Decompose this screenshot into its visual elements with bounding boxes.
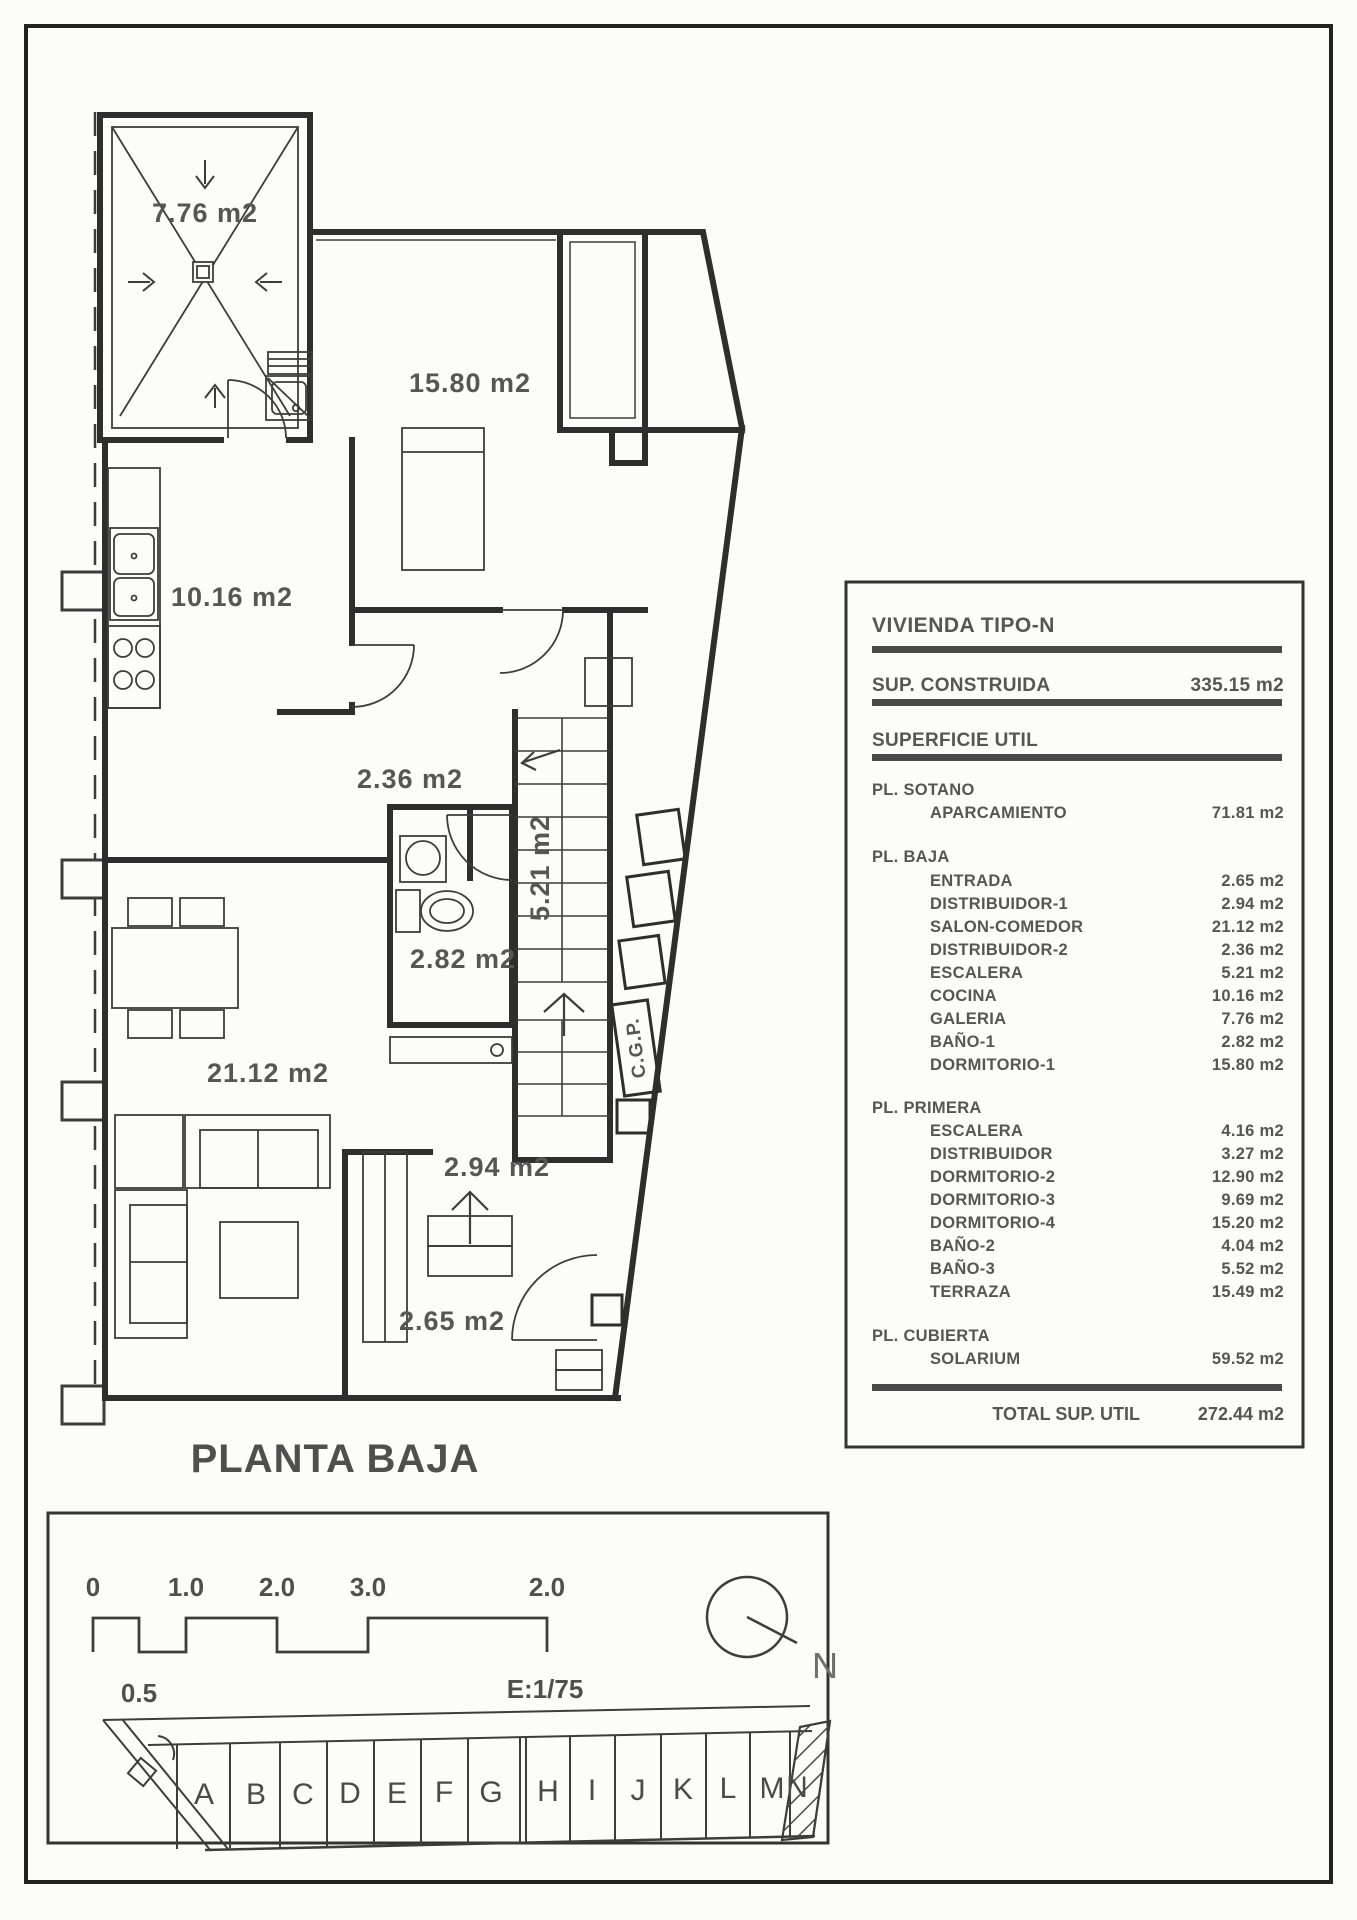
- usable-title: SUPERFICIE UTIL: [872, 730, 1039, 751]
- total-value: 272.44 m2: [1197, 1404, 1284, 1424]
- room-labels: [152, 198, 651, 1336]
- label-dormitorio1: 15.80 m2: [408, 368, 532, 398]
- row-value: 15.20 m2: [1211, 1214, 1284, 1232]
- row-label: TERRAZA: [930, 1283, 1011, 1301]
- row-label: DORMITORIO-3: [930, 1191, 1056, 1209]
- unit-cell: E: [386, 1777, 408, 1810]
- row-value: 2.82 m2: [1221, 1033, 1284, 1051]
- scale-tick: 3.0: [349, 1572, 387, 1602]
- row-value: 21.12 m2: [1211, 918, 1284, 936]
- row-value: 5.21 m2: [1221, 964, 1284, 982]
- legend-title: VIVIENDA TIPO-N: [872, 614, 1055, 637]
- unit-cell: D: [339, 1777, 361, 1810]
- laundry-sink: [266, 352, 312, 420]
- row-value: 71.81 m2: [1211, 804, 1284, 822]
- section-title: PL. PRIMERA: [872, 1099, 982, 1117]
- section-title: PL. CUBIERTA: [872, 1327, 990, 1345]
- row-value: 3.27 m2: [1221, 1145, 1284, 1163]
- floor-plan: [62, 112, 742, 1481]
- row-value: 12.90 m2: [1211, 1168, 1284, 1186]
- row-value: 59.52 m2: [1211, 1350, 1284, 1368]
- unit-cell: N: [786, 1771, 808, 1804]
- row-value: 10.16 m2: [1211, 987, 1284, 1005]
- row-label: DISTRIBUIDOR: [930, 1145, 1053, 1163]
- label-salon: 21.12 m2: [206, 1058, 330, 1088]
- key-box: [48, 1513, 838, 1851]
- row-value: 2.94 m2: [1221, 895, 1284, 913]
- entry-features: [363, 1152, 602, 1390]
- bed: [402, 428, 632, 706]
- label-cgp: C.G.P.: [622, 1016, 651, 1080]
- row-value: 5.52 m2: [1221, 1260, 1284, 1278]
- row-value: 4.04 m2: [1221, 1237, 1284, 1255]
- scale-half-tick: 0.5: [120, 1678, 158, 1708]
- scale-ratio: E:1/75: [506, 1674, 584, 1704]
- scale-bar: [86, 1572, 584, 1708]
- row-label: COCINA: [930, 987, 997, 1005]
- walls: [100, 115, 742, 1398]
- row-label: ESCALERA: [930, 964, 1024, 982]
- row-label: APARCAMIENTO: [930, 804, 1067, 822]
- unit-cell: H: [537, 1775, 559, 1808]
- unit-cell: G: [479, 1776, 503, 1809]
- row-value: 9.69 m2: [1221, 1191, 1284, 1209]
- row-label: DISTRIBUIDOR-1: [930, 895, 1069, 913]
- dining-set: [112, 898, 238, 1038]
- label-distribuidor2: 2.36 m2: [356, 764, 464, 794]
- unit-cell: L: [719, 1772, 737, 1805]
- scale-tick: 2.0: [528, 1572, 566, 1602]
- row-label: BAÑO-1: [930, 1033, 996, 1051]
- unit-cell: F: [434, 1776, 454, 1809]
- floor-title: PLANTA BAJA: [190, 1437, 480, 1481]
- row-value: 2.65 m2: [1221, 872, 1284, 890]
- section-title: PL. BAJA: [872, 848, 950, 866]
- label-cocina: 10.16 m2: [170, 582, 294, 612]
- bedroom-door: [500, 610, 563, 673]
- row-label: ESCALERA: [930, 1122, 1024, 1140]
- row-label: DISTRIBUIDOR-2: [930, 941, 1069, 959]
- section-title: PL. SOTANO: [872, 781, 975, 799]
- row-label: DORMITORIO-2: [930, 1168, 1056, 1186]
- unit-cell: M: [759, 1772, 785, 1805]
- row-label: SALON-COMEDOR: [930, 918, 1084, 936]
- row-label: ENTRADA: [930, 872, 1013, 890]
- scale-tick: 0: [85, 1572, 101, 1602]
- unit-cell: I: [587, 1774, 597, 1807]
- row-label: BAÑO-2: [930, 1237, 996, 1255]
- built-label: SUP. CONSTRUIDA: [872, 675, 1051, 696]
- legend-table: [846, 582, 1303, 1447]
- row-label: SOLARIUM: [930, 1350, 1021, 1368]
- row-label: DORMITORIO-1: [930, 1056, 1056, 1074]
- row-value: 7.76 m2: [1221, 1010, 1284, 1028]
- label-escalera: 5.21 m2: [525, 814, 555, 922]
- row-value: 4.16 m2: [1221, 1122, 1284, 1140]
- row-label: DORMITORIO-4: [930, 1214, 1056, 1232]
- north-label: N: [812, 1645, 838, 1686]
- north-indicator: [707, 1577, 838, 1686]
- scale-tick: 1.0: [167, 1572, 205, 1602]
- site-strip-letters: [194, 1771, 808, 1811]
- row-label: GALERIA: [930, 1010, 1007, 1028]
- label-entrada: 2.65 m2: [398, 1306, 506, 1336]
- label-galeria: 7.76 m2: [151, 198, 259, 228]
- total-label: TOTAL SUP. UTIL: [992, 1404, 1140, 1424]
- built-value: 335.15 m2: [1190, 675, 1284, 696]
- row-value: 2.36 m2: [1221, 941, 1284, 959]
- label-bano1: 2.82 m2: [409, 944, 517, 974]
- unit-cell: A: [193, 1778, 215, 1811]
- unit-cell: K: [672, 1773, 694, 1806]
- unit-cell: J: [630, 1774, 646, 1807]
- row-value: 15.49 m2: [1211, 1283, 1284, 1301]
- kitchen-door: [352, 645, 414, 707]
- row-label: BAÑO-3: [930, 1260, 996, 1278]
- sofa-set: [115, 1115, 330, 1338]
- label-distribuidor1: 2.94 m2: [443, 1152, 551, 1182]
- unit-cell: B: [245, 1778, 267, 1811]
- scale-tick: 2.0: [258, 1572, 296, 1602]
- unit-cell: C: [292, 1778, 314, 1811]
- row-value: 15.80 m2: [1211, 1056, 1284, 1074]
- kitchen-counter: [108, 468, 160, 708]
